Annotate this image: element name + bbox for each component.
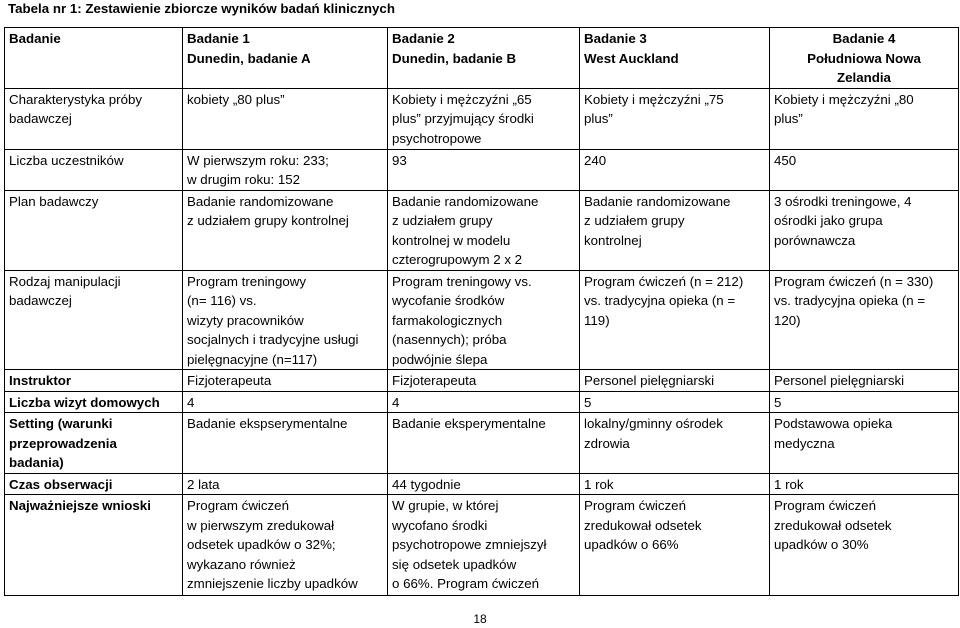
- cell-text-line: odsetek upadków o 32%;: [187, 537, 336, 552]
- cell-text-line: zredukował odsetek: [584, 517, 702, 533]
- row-label-manipulation: [5, 270, 183, 370]
- header-cell-study-3: [580, 28, 770, 89]
- cell-sample-study-1: [183, 88, 388, 149]
- cell-manipulation-study-4: [770, 270, 959, 370]
- cell-text-line: z udziałem grupy: [584, 213, 685, 228]
- cell-text-line: Kobiety i mężczyźni „80: [774, 91, 914, 107]
- table-row-observation: [5, 473, 959, 495]
- cell-text-line: upadków o 66%: [584, 537, 679, 552]
- cell-text-line: (n= 116) vs.: [187, 293, 257, 308]
- cell-text-line: Dunedin, badanie A: [187, 50, 311, 66]
- cell-text-line: plus”: [584, 111, 613, 126]
- cell-text-line: 240: [584, 152, 607, 168]
- results-table: [4, 27, 959, 596]
- cell-conclusions-study-1: [183, 495, 388, 596]
- cell-text-line: Program treningowy: [187, 273, 306, 289]
- cell-observation-study-1: [183, 473, 388, 495]
- cell-text-line: Liczba wizyt domowych: [9, 394, 160, 410]
- table-row-manipulation: [5, 270, 959, 370]
- cell-text-line: plus” przyjmujący środki: [392, 111, 534, 126]
- cell-visits-study-4: [770, 391, 959, 413]
- cell-instructor-study-4: [770, 370, 959, 392]
- cell-text-line: vs. tradycyjna opieka (n =: [774, 293, 926, 308]
- row-label-conclusions: [5, 495, 183, 596]
- cell-text-line: Badanie randomizowane: [392, 193, 539, 209]
- table-row-visits: [5, 391, 959, 413]
- table-row-instructor: [5, 370, 959, 392]
- row-label-design: [5, 190, 183, 270]
- row-label-observation: [5, 473, 183, 495]
- row-label-visits: [5, 391, 183, 413]
- cell-text-line: Fizjoterapeuta: [187, 373, 272, 388]
- cell-text-line: zdrowia: [584, 435, 630, 451]
- cell-text-line: Badanie 3: [584, 31, 647, 46]
- cell-text-line: 119): [584, 312, 610, 328]
- cell-participants-study-1: [183, 149, 388, 190]
- cell-text-line: kontrolnej: [584, 232, 642, 248]
- row-label-setting: [5, 413, 183, 474]
- cell-design-study-2: [388, 190, 580, 270]
- cell-text-line: o 66%. Program ćwiczeń: [392, 576, 540, 591]
- cell-text-line: W pierwszym roku: 233;: [187, 152, 329, 168]
- cell-text-line: 1 rok: [584, 476, 614, 492]
- cell-instructor-study-2: [388, 370, 580, 392]
- cell-instructor-study-1: [183, 370, 388, 392]
- cell-text-line: (nasennych); próba: [392, 332, 507, 347]
- cell-observation-study-2: [388, 473, 580, 495]
- cell-text-line: Podstawowa opieka: [774, 416, 893, 431]
- cell-text-line: wizyty pracowników: [187, 312, 304, 328]
- cell-text-line: Personel pielęgniarski: [774, 373, 905, 388]
- cell-text-line: West Auckland: [584, 50, 679, 66]
- cell-text-line: 1 rok: [774, 476, 804, 492]
- cell-conclusions-study-2: [388, 495, 580, 596]
- cell-design-study-3: [580, 190, 770, 270]
- cell-text-line: Badanie 1: [187, 31, 250, 46]
- cell-design-study-4: [770, 190, 959, 270]
- cell-text-line: 2 lata: [187, 476, 220, 492]
- cell-participants-study-3: [580, 149, 770, 190]
- table-row-design: [5, 190, 959, 270]
- cell-text-line: Plan badawczy: [9, 193, 99, 209]
- cell-design-study-1: [183, 190, 388, 270]
- cell-manipulation-study-2: [388, 270, 580, 370]
- cell-text-line: zmniejszenie liczby upadków: [187, 576, 358, 591]
- cell-instructor-study-3: [580, 370, 770, 392]
- table-row-conclusions: [5, 495, 959, 596]
- cell-text-line: przeprowadzenia: [9, 435, 117, 451]
- cell-text-line: psychotropowe: [392, 130, 482, 146]
- cell-sample-study-4: [770, 88, 959, 149]
- page-number: 18: [473, 612, 487, 626]
- cell-visits-study-1: [183, 391, 388, 413]
- cell-text-line: czterogrupowym 2 x 2: [392, 252, 523, 267]
- cell-text-line: wykazano również: [187, 556, 296, 572]
- cell-text-line: kontrolnej w modelu: [392, 232, 511, 248]
- cell-text-line: Najważniejsze wnioski: [9, 498, 151, 513]
- cell-text-line: zredukował odsetek: [774, 517, 892, 533]
- row-label-instructor: [5, 370, 183, 392]
- cell-text-line: pielęgnacyjne (n=117): [187, 351, 318, 367]
- table-caption: Tabela nr 1: Zestawienie zbiorcze wyników badań klinicznych: [8, 1, 395, 16]
- cell-text-line: socjalnych i tradycyjne usługi: [187, 332, 359, 347]
- cell-setting-study-4: [770, 413, 959, 474]
- cell-text-line: Dunedin, badanie B: [392, 50, 517, 66]
- cell-sample-study-3: [580, 88, 770, 149]
- cell-observation-study-4: [770, 473, 959, 495]
- header-cell-study-4: [770, 28, 959, 89]
- cell-text-line: kobiety „80 plus”: [187, 91, 285, 107]
- cell-sample-study-2: [388, 88, 580, 149]
- cell-text-line: Liczba uczestników: [9, 152, 124, 168]
- cell-text-line: badawczej: [9, 111, 72, 126]
- cell-text-line: Południowa Nowa: [807, 50, 921, 66]
- cell-text-line: Badanie ekspserymentalne: [187, 416, 348, 431]
- cell-manipulation-study-3: [580, 270, 770, 370]
- cell-text-line: lokalny/gminny ośrodek: [584, 416, 723, 431]
- cell-text-line: Program ćwiczeń: [774, 498, 876, 513]
- cell-text-line: 44 tygodnie: [392, 476, 461, 492]
- cell-text-line: psychotropowe zmniejszył: [392, 537, 547, 552]
- cell-text-line: z udziałem grupy kontrolnej: [187, 213, 349, 228]
- row-label-participants: [5, 149, 183, 190]
- cell-text-line: farmakologicznych: [392, 312, 503, 328]
- row-label-sample: [5, 88, 183, 149]
- cell-text-line: badania): [9, 455, 64, 470]
- cell-text-line: W grupie, w której: [392, 498, 499, 513]
- cell-text-line: 120): [774, 312, 801, 328]
- cell-text-line: plus”: [774, 111, 803, 126]
- cell-setting-study-3: [580, 413, 770, 474]
- cell-text-line: podwójnie ślepa: [392, 351, 488, 367]
- cell-text-line: Charakterystyka próby: [9, 91, 143, 107]
- cell-text-line: Fizjoterapeuta: [392, 373, 477, 388]
- table-row-setting: [5, 413, 959, 474]
- cell-text-line: vs. tradycyjna opieka (n =: [584, 293, 736, 308]
- cell-text-line: Program ćwiczeń: [187, 498, 289, 513]
- cell-text-line: Czas obserwacji: [9, 476, 113, 492]
- cell-text-line: Kobiety i mężczyźni „75: [584, 91, 724, 107]
- cell-setting-study-1: [183, 413, 388, 474]
- cell-text-line: w pierwszym zredukował: [187, 517, 335, 533]
- cell-visits-study-2: [388, 391, 580, 413]
- cell-text-line: wycofanie środków: [392, 293, 505, 308]
- cell-setting-study-2: [388, 413, 580, 474]
- cell-text-line: Rodzaj manipulacji: [9, 273, 121, 289]
- cell-text-line: Zelandia: [837, 70, 891, 85]
- cell-text-line: 4: [187, 394, 195, 410]
- cell-text-line: Program ćwiczeń (n = 212): [584, 273, 744, 289]
- cell-text-line: Kobiety i mężczyźni „65: [392, 91, 532, 107]
- cell-text-line: Program treningowy vs.: [392, 273, 532, 289]
- cell-text-line: medyczna: [774, 435, 835, 451]
- cell-text-line: Personel pielęgniarski: [584, 373, 715, 388]
- table-row-participants: [5, 149, 959, 190]
- cell-observation-study-3: [580, 473, 770, 495]
- header-row: [5, 28, 959, 89]
- cell-conclusions-study-3: [580, 495, 770, 596]
- cell-text-line: się odsetek upadków: [392, 556, 517, 572]
- cell-text-line: 4: [392, 394, 400, 410]
- table-row-sample: [5, 88, 959, 149]
- cell-text-line: Instruktor: [9, 373, 72, 388]
- cell-text-line: Badanie randomizowane: [187, 193, 334, 209]
- cell-text-line: 5: [774, 394, 782, 410]
- cell-visits-study-3: [580, 391, 770, 413]
- cell-text-line: porównawcza: [774, 232, 856, 248]
- cell-text-line: ośrodki jako grupa: [774, 213, 883, 228]
- cell-text-line: Program ćwiczeń (n = 330): [774, 273, 934, 289]
- cell-manipulation-study-1: [183, 270, 388, 370]
- cell-conclusions-study-4: [770, 495, 959, 596]
- cell-text-line: w drugim roku: 152: [187, 172, 301, 187]
- cell-text-line: Setting (warunki: [9, 416, 113, 431]
- cell-text-line: 450: [774, 152, 797, 168]
- header-cell-study-2: [388, 28, 580, 89]
- cell-text-line: wycofano środki: [392, 517, 488, 533]
- cell-text-line: Badanie eksperymentalne: [392, 416, 546, 431]
- cell-text-line: 93: [392, 152, 407, 168]
- cell-text-line: Badanie randomizowane: [584, 193, 731, 209]
- cell-participants-study-2: [388, 149, 580, 190]
- cell-text-line: Badanie 2: [392, 31, 455, 46]
- cell-participants-study-4: [770, 149, 959, 190]
- cell-text-line: badawczej: [9, 293, 72, 308]
- cell-text-line: 3 ośrodki treningowe, 4: [774, 193, 912, 209]
- cell-text-line: z udziałem grupy: [392, 213, 493, 228]
- header-cell-badanie: Badanie: [5, 28, 183, 89]
- cell-text-line: 5: [584, 394, 592, 410]
- cell-text-line: upadków o 30%: [774, 537, 869, 552]
- cell-text-line: Program ćwiczeń: [584, 498, 686, 513]
- cell-text-line: Badanie 4: [832, 31, 896, 46]
- header-cell-study-1: [183, 28, 388, 89]
